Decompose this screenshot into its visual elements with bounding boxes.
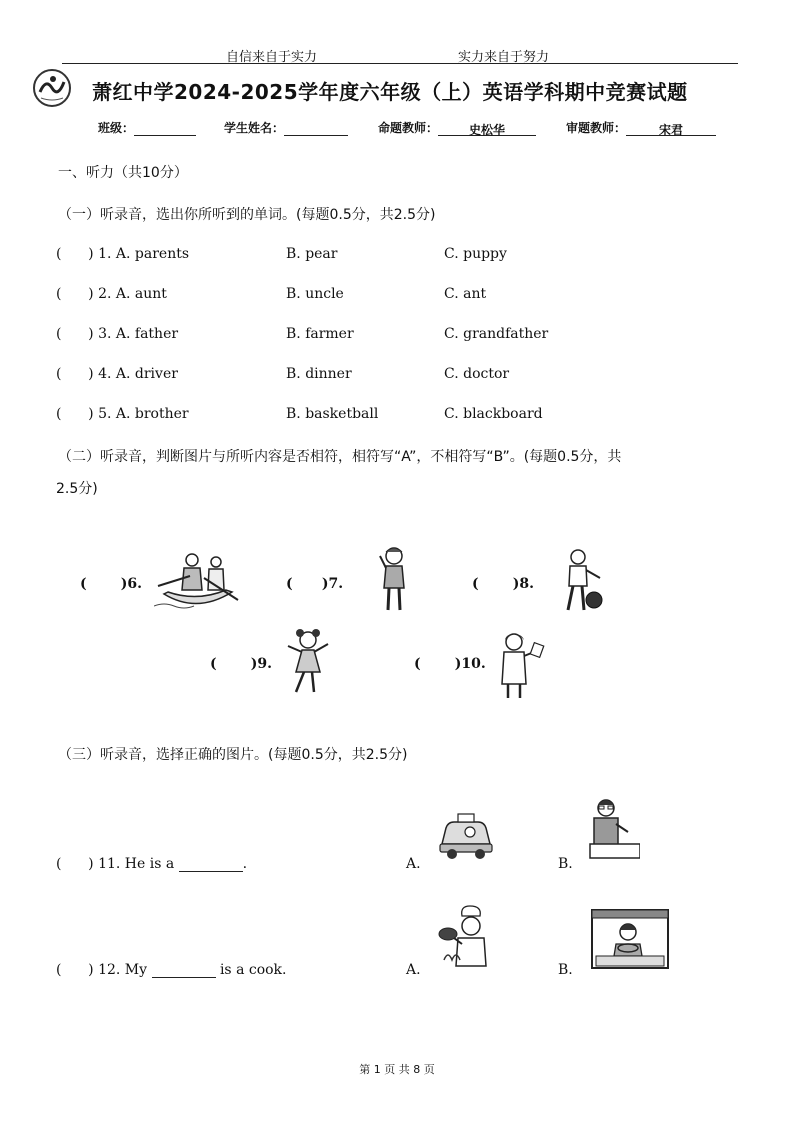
- answer-paren[interactable]: ( ): [414, 656, 462, 672]
- reviewer-field: [566, 119, 716, 136]
- question-10: 10.: [461, 656, 486, 672]
- class-blank[interactable]: [134, 121, 196, 136]
- part3-title: （三）听录音，选择正确的图片。(每题0.5分，共2.5分): [58, 747, 408, 763]
- option-b: B. pear: [286, 246, 338, 262]
- student-field: [224, 119, 348, 136]
- setter-field: [378, 119, 536, 136]
- question-12-blank[interactable]: [152, 962, 216, 978]
- option-a-label: A.: [406, 962, 421, 978]
- motto-left: 自信来自于实力: [226, 50, 318, 65]
- question-row-6: [80, 576, 142, 592]
- option-b: B. uncle: [286, 286, 344, 302]
- option-a-label: A.: [406, 856, 421, 872]
- school-logo-icon: [32, 68, 72, 108]
- teacher-at-desk-picture[interactable]: [586, 796, 640, 860]
- question-8: 8.: [519, 576, 534, 592]
- option-c: C. grandfather: [444, 326, 549, 342]
- question-11-suffix: .: [242, 856, 248, 872]
- question-11-prefix: ) 11. He is a: [88, 856, 175, 872]
- question-9: 9.: [257, 656, 272, 672]
- question-7: 7.: [328, 576, 344, 592]
- option-c: C. ant: [444, 286, 487, 302]
- option-b: B. dinner: [286, 366, 352, 382]
- question-1: ) 1. A. parents: [88, 246, 190, 262]
- question-6: 6.: [127, 576, 142, 592]
- option-c: C. doctor: [444, 366, 510, 382]
- question-2: ) 2. A. aunt: [88, 286, 167, 302]
- question-5: ) 5. A. brother: [88, 406, 189, 422]
- option-b-label: B.: [558, 962, 573, 978]
- taxi-driver-picture[interactable]: [436, 804, 496, 862]
- cook-picture[interactable]: [436, 904, 504, 974]
- setter-label: 命题教师：: [378, 121, 439, 135]
- reviewer-name: 宋君: [626, 121, 716, 136]
- student-blank[interactable]: [284, 121, 348, 136]
- part1-title: （一）听录音，选出你所听到的单词。(每题0.5分，共2.5分): [58, 207, 436, 223]
- question-row-12: [56, 962, 287, 978]
- part2-title-line2: 2.5分): [56, 481, 98, 497]
- question-row-7: [286, 576, 343, 592]
- answer-paren[interactable]: ( ): [80, 576, 128, 592]
- page-number: 第 1 页 共 8 页: [359, 1063, 435, 1076]
- answer-paren[interactable]: ( ): [210, 656, 258, 672]
- question-12-prefix: ) 12. My: [88, 962, 148, 978]
- option-b-label: B.: [558, 856, 573, 872]
- boy-standing-picture: [376, 546, 412, 616]
- question-row-2: [56, 286, 167, 302]
- woman-doctor-picture: [494, 630, 546, 700]
- header-divider: [62, 63, 738, 64]
- question-11-blank[interactable]: [179, 856, 243, 872]
- option-b: B. basketball: [286, 406, 379, 422]
- answer-paren[interactable]: (: [56, 246, 89, 262]
- question-row-5: [56, 406, 189, 422]
- part2-title-line1: （二）听录音，判断图片与所听内容是否相符，相符写“A”，不相符写“B”。(每题0.5分，共: [58, 449, 622, 465]
- question-row-9: [210, 656, 272, 672]
- girl-dancing-picture: [284, 628, 332, 696]
- answer-paren[interactable]: (: [56, 406, 89, 422]
- class-label: 班级：: [98, 121, 135, 135]
- bus-driver-picture[interactable]: [588, 904, 674, 972]
- exam-title: 萧红中学2024-2025学年度六年级（上）英语学科期中竞赛试题: [92, 80, 688, 104]
- student-label: 学生姓名：: [224, 121, 285, 135]
- option-b: B. farmer: [286, 326, 354, 342]
- question-3: ) 3. A. father: [88, 326, 179, 342]
- motto-right: 实力来自于努力: [458, 50, 550, 65]
- answer-paren[interactable]: (: [56, 286, 89, 302]
- question-row-11: [56, 856, 247, 872]
- question-12-suffix: is a cook.: [219, 962, 287, 978]
- setter-name: 史松华: [438, 121, 536, 136]
- option-c: C. puppy: [444, 246, 507, 262]
- answer-paren[interactable]: (: [56, 326, 89, 342]
- boy-playing-basketball-picture: [560, 548, 606, 616]
- reviewer-label: 审题教师：: [566, 121, 627, 135]
- question-row-4: [56, 366, 178, 382]
- section-listening-title: 一、听力（共10分）: [58, 165, 188, 181]
- people-rowing-boat-picture: [154, 548, 240, 614]
- answer-paren[interactable]: (: [56, 962, 89, 978]
- question-row-8: [472, 576, 534, 592]
- class-field: [98, 119, 196, 136]
- question-row-10: [414, 656, 486, 672]
- question-row-1: [56, 246, 189, 262]
- answer-paren[interactable]: ( ): [286, 576, 329, 592]
- answer-paren[interactable]: (: [56, 856, 89, 872]
- option-c: C. blackboard: [444, 406, 543, 422]
- answer-paren[interactable]: (: [56, 366, 89, 382]
- answer-paren[interactable]: ( ): [472, 576, 520, 592]
- question-row-3: [56, 326, 178, 342]
- question-4: ) 4. A. driver: [88, 366, 178, 382]
